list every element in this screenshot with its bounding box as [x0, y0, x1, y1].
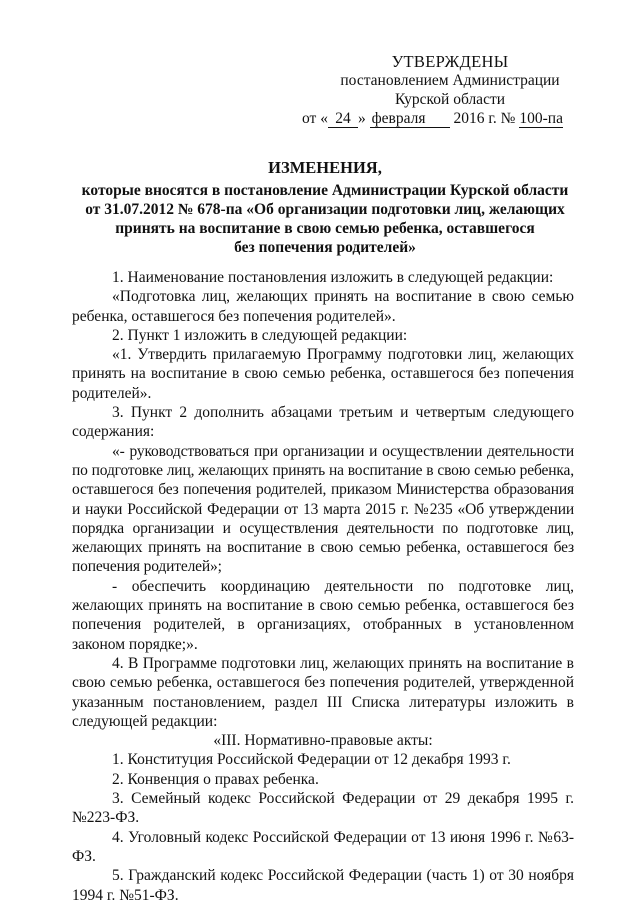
date-year: 2016 г. № — [453, 110, 516, 127]
body-paragraph: 1. Наименование постановления изложить в следующей редакции: — [112, 269, 554, 286]
body-paragraph: «Подготовка лиц, желающих принять на воспитание в свою семью ребенка, оставшегося без попечения родителей». — [72, 288, 574, 325]
document-heading — [70, 158, 580, 257]
approval-line-1: постановлением Администрации — [340, 72, 560, 89]
list-item: 2. Конвенция о правах ребенка. — [112, 770, 319, 788]
date-prefix: от « — [302, 110, 328, 127]
heading-line: принять на воспитание в свою семью ребенка, оставшегося — [115, 220, 535, 237]
date-month: февраля — [370, 111, 450, 128]
body-paragraph: «1. Утвердить прилагаемую Программу подготовки лиц, желающих принять на воспитание в свою семью ребенка, оставшегося без попечения родителей». — [72, 346, 574, 402]
heading-line: которые вносятся в постановление Администрации Курской области — [81, 182, 569, 199]
date-day: 24 — [328, 111, 358, 128]
approval-line-2: Курской области — [394, 91, 506, 108]
heading-line: без попечения родителей» — [234, 239, 416, 256]
list-item: 4. Уголовный кодекс Российской Федерации от 13 июня 1996 г. №63-ФЗ. — [72, 828, 574, 865]
heading-line: от 31.07.2012 № 678-па «Об организации подготовки лиц, желающих — [85, 201, 565, 218]
body-paragraph: 2. Пункт 1 изложить в следующей редакции: — [112, 326, 408, 344]
body-paragraph: 4. В Программе подготовки лиц, желающих принять на воспитание в свою семью ребенка, оставшегося без попечения родителей, утвержденной указанным постановлением, раздел III Списка литературы изложить в следующей редакции: — [72, 654, 574, 730]
list-item: 3. Семейный кодекс Российской Федерации от 29 декабря 1995 г. №223-ФЗ. — [72, 790, 574, 827]
approval-block — [300, 52, 600, 128]
list-item: 5. Гражданский кодекс Российской Федерации (часть 1) от 30 ноября 1994 г. №51-ФЗ. — [72, 867, 574, 904]
date-mid: » — [357, 110, 366, 127]
document-body — [72, 268, 574, 905]
decree-number: 100-па — [519, 110, 563, 127]
body-paragraph: «- руководствоваться при организации и осуществлении деятельности по подготовке лиц, желающих принять на воспитание в свою семью ребенка, оставшегося без попечения родителей, приказом Министерства образования и науки Российской Федерации от 13 марта 2015 г. №235 «Об утверждении порядка организации и осуществления деятельности по подготовке лиц, желающих принять на воспитание в свою семью ребенка, оставшегося без попечения родителей»; — [72, 442, 574, 576]
approval-date-line — [300, 109, 600, 128]
list-item: 1. Конституция Российской Федерации от 12 декабря 1993 г. — [112, 751, 511, 769]
body-paragraph: - обеспечить координацию деятельности по подготовке лиц, желающих принять на воспитание в свою семью ребенка, оставшегося без попечения родителей, в организациях, отобранных в установленном законом порядке;». — [72, 577, 574, 653]
body-paragraph: 3. Пункт 2 дополнить абзацами третьим и четвертым следующего содержания: — [72, 404, 574, 441]
approval-title: УТВЕРЖДЕНЫ — [391, 52, 509, 71]
heading-title: ИЗМЕНЕНИЯ, — [268, 158, 382, 177]
body-paragraph: «III. Нормативно-правовые акты: — [213, 732, 433, 750]
